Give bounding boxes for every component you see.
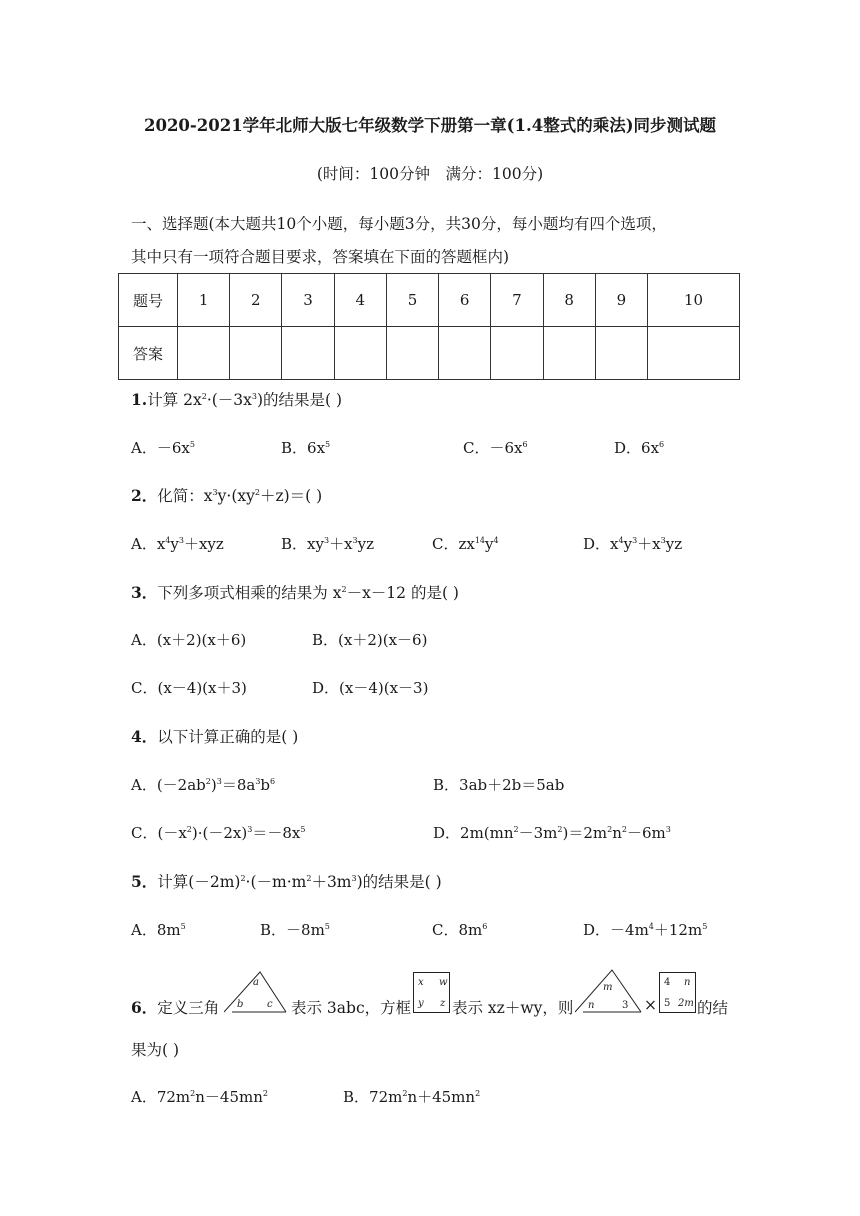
- table-row: [119, 327, 740, 380]
- table-cell-header: 题号: [119, 274, 178, 327]
- q3-option-c[interactable]: C．(x－4)(x＋3): [131, 679, 247, 697]
- answer-cell[interactable]: [439, 327, 491, 380]
- box-label-z: z: [440, 998, 446, 1009]
- table-cell-number: 2: [230, 274, 282, 327]
- box-label-x: x: [418, 977, 424, 988]
- q6-text-part4: 的结: [697, 999, 729, 1017]
- triangle-label-n: n: [588, 1000, 595, 1011]
- q6-text-part3: 表示 xz＋wy，则: [452, 999, 574, 1017]
- table-cell-number: 4: [334, 274, 386, 327]
- q4-option-c[interactable]: C．$(-x^2)\cdot(-2x)^3=-8x^5$: [131, 824, 306, 842]
- q1-option-d[interactable]: D．$6x^6$: [614, 439, 665, 457]
- q1-option-c[interactable]: C．$-6x^6$: [463, 439, 528, 457]
- q2-option-a[interactable]: A．$x^4y^3+xyz$: [131, 535, 224, 553]
- box-label-2m: 2m: [678, 998, 694, 1009]
- question-6-num: 6．定义三角: [131, 998, 220, 1017]
- triangle-label-m: m: [603, 982, 613, 993]
- q5-option-d[interactable]: D．$-4m^4+12m^5$: [583, 921, 708, 939]
- answer-cell[interactable]: [543, 327, 595, 380]
- table-row: [119, 274, 740, 327]
- q6-text-line2: 果为( ): [131, 1041, 180, 1059]
- q6-option-a[interactable]: A．$72m^2n-45mn^2$: [131, 1088, 268, 1106]
- table-cell-number: 8: [543, 274, 595, 327]
- question-3: 3．下列多项式相乘的结果为 $x^2-x-12$ 的是( ): [131, 583, 459, 602]
- q4-option-d[interactable]: D．$2m(mn^2-3m^2)=2m^2n^2-6m^3$: [433, 824, 671, 842]
- triangle-figure-abc: [224, 970, 290, 1014]
- table-cell-header: 答案: [119, 327, 178, 380]
- answer-cell[interactable]: [647, 327, 739, 380]
- table-cell-number: 1: [178, 274, 230, 327]
- answer-cell[interactable]: [230, 327, 282, 380]
- triangle-label-c: c: [267, 999, 273, 1010]
- triangle-label-3: 3: [622, 1000, 629, 1011]
- answer-cell[interactable]: [178, 327, 230, 380]
- question-5: 5．计算$(-2m)^2\cdot(-m\cdot m^2+3m^3)$的结果是( ): [131, 872, 442, 891]
- q2-option-c[interactable]: C．$zx^{14}y^4$: [432, 535, 499, 553]
- table-cell-number: 7: [491, 274, 543, 327]
- q1-option-a[interactable]: A．$-6x^5$: [131, 439, 195, 457]
- answer-table: [118, 273, 740, 380]
- q3-option-b[interactable]: B．(x＋2)(x－6): [312, 631, 428, 649]
- q2-option-d[interactable]: D．$x^4y^3+x^3yz$: [583, 535, 683, 553]
- answer-cell[interactable]: [595, 327, 647, 380]
- table-cell-number: 3: [282, 274, 334, 327]
- triangle-label-a: a: [253, 977, 259, 988]
- q6-option-b[interactable]: B．$72m^2n+45mn^2$: [343, 1088, 481, 1106]
- triangle-figure-mn3: [575, 968, 645, 1014]
- times-sign: ×: [644, 996, 657, 1014]
- table-cell-number: 6: [439, 274, 491, 327]
- answer-cell[interactable]: [386, 327, 438, 380]
- q5-option-b[interactable]: B．$-8m^5$: [260, 921, 330, 939]
- table-cell-number: 9: [595, 274, 647, 327]
- q1-option-b[interactable]: B．$6x^5$: [281, 439, 331, 457]
- box-figure-xwyz: [413, 972, 451, 1014]
- question-4: 4．以下计算正确的是( ): [131, 727, 299, 746]
- page-title: 2020-2021学年北师大版七年级数学下册第一章(1.4整式的乘法)同步测试题: [143, 116, 716, 135]
- box-label-5: 5: [664, 998, 671, 1009]
- box-label-n: n: [684, 977, 691, 988]
- q6-text-part2: 表示 3abc，方框: [291, 999, 412, 1017]
- q3-option-d[interactable]: D．(x－4)(x－3): [312, 679, 429, 697]
- section-instructions-line1: 一、选择题(本大题共10个小题，每小题3分，共30分，每小题均有四个选项，: [131, 215, 667, 233]
- answer-cell[interactable]: [491, 327, 543, 380]
- q4-option-b[interactable]: B．3ab＋2b＝5ab: [433, 776, 565, 794]
- page-subtitle: (时间：100分钟 满分：100分): [316, 165, 544, 183]
- q4-option-a[interactable]: A．$(-2ab^2)^3=8a^3b^6$: [131, 776, 276, 794]
- q5-option-a[interactable]: A．$8m^5$: [131, 921, 186, 939]
- box-label-y: y: [418, 998, 424, 1009]
- table-cell-number: 10: [647, 274, 739, 327]
- triangle-label-b: b: [237, 999, 244, 1010]
- answer-cell[interactable]: [334, 327, 386, 380]
- q2-option-b[interactable]: B．$xy^3+x^3yz$: [281, 535, 375, 553]
- box-label-4: 4: [664, 977, 671, 988]
- question-2: 2．化简：$x^3y\cdot(xy^2+z)=$( ): [131, 486, 323, 505]
- table-cell-number: 5: [386, 274, 438, 327]
- answer-cell[interactable]: [282, 327, 334, 380]
- box-figure-4n52m: [659, 972, 697, 1014]
- q5-option-c[interactable]: C．$8m^6$: [432, 921, 488, 939]
- q3-option-a[interactable]: A．(x＋2)(x＋6): [131, 631, 247, 649]
- section-instructions-line2: 其中只有一项符合题目要求，答案填在下面的答题框内): [131, 248, 510, 266]
- box-label-w: w: [439, 977, 448, 988]
- question-1: 1.计算 $2x^2\cdot(-3x^3)$的结果是( ): [131, 390, 343, 409]
